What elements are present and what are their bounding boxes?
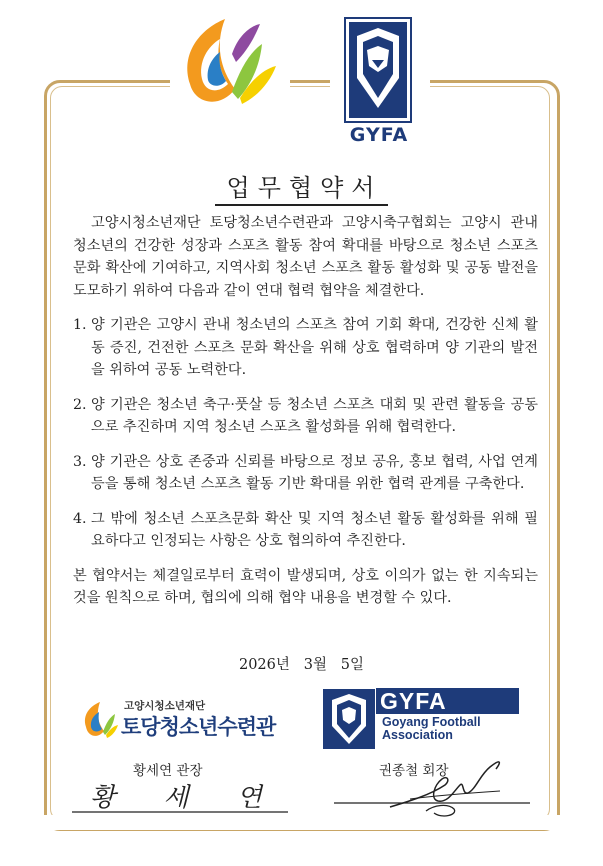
left-org-name: 토당청소년수련관 bbox=[121, 716, 276, 739]
clause-text: 그 밖에 청소년 스포츠문화 확산 및 지역 청소년 활동 활성화를 위해 필요하다고 인정되는 사항은 상호 협의하여 추진한다. bbox=[91, 510, 538, 549]
clause-number: 2. bbox=[73, 396, 87, 413]
left-signer-name: 황세연 관장 bbox=[133, 763, 203, 779]
agreement-date: 2026년 3월 5일 bbox=[238, 657, 365, 673]
right-signer-name: 권종철 회장 bbox=[379, 763, 449, 779]
document-title bbox=[0, 168, 603, 203]
clause-1 bbox=[73, 314, 538, 382]
youth-foundation-logo-icon bbox=[180, 14, 280, 124]
todang-logo-icon bbox=[82, 701, 118, 741]
left-org-subtitle: 고양시청소년재단 bbox=[124, 700, 206, 712]
clause-3 bbox=[73, 451, 538, 496]
clause-number: 4. bbox=[73, 510, 87, 527]
gyfa-badge-subtitle bbox=[382, 716, 517, 742]
gyfa-logo-text: GYFA bbox=[349, 124, 409, 146]
document-body bbox=[73, 212, 538, 610]
clause-number: 3. bbox=[73, 453, 87, 470]
clause-2 bbox=[73, 394, 538, 439]
document-title-text: 업무협약서 bbox=[215, 174, 389, 206]
clause-number: 1. bbox=[73, 317, 87, 333]
clause-text: 양 기관은 청소년 축구·풋살 등 청소년 스포츠 대회 및 관련 활동을 공동으로 추진하며 지역 청소년 스포츠 활성화를 위해 협력한다. bbox=[91, 396, 538, 435]
right-signature-icon bbox=[330, 755, 540, 823]
gyfa-badge-emblem-icon bbox=[322, 688, 376, 750]
clause-text: 양 기관은 상호 존중과 신뢰를 바탕으로 정보 공유, 홍보 협력, 사업 연계 등을 통해 청소년 스포츠 활동 기반 확대를 위한 협력 관계를 구축한다. bbox=[91, 453, 538, 492]
gyfa-badge-title: GYFA bbox=[380, 688, 447, 714]
gyfa-badge-sub-line2: Association bbox=[382, 728, 453, 742]
left-signature-icon bbox=[70, 778, 290, 814]
svg-text:황 세 연: 황 세 연 bbox=[90, 783, 282, 813]
closing-paragraph: 본 협약서는 체결일로부터 효력이 발생되며, 상호 이의가 없는 한 지속되는 것을 원칙으로 하며, 협의에 의해 협약 내용을 변경할 수 있다. bbox=[73, 567, 538, 606]
clause-text: 양 기관은 고양시 관내 청소년의 스포츠 참여 기회 확대, 건강한 신체 활동 증진, 건전한 스포츠 문화 확산을 위해 상호 협력하며 양 기관의 발전을 위하여 공동 노력한다. bbox=[91, 317, 538, 378]
clause-4 bbox=[73, 508, 538, 553]
gyfa-badge-sub-line1: Goyang Football bbox=[382, 715, 481, 729]
intro-paragraph: 고양시청소년재단 토당청소년수련관과 고양시축구협회는 고양시 관내 청소년의 건강한 성장과 스포츠 활동 참여 확대를 바탕으로 청소년 스포츠문화 확산에 기여하고, 지역사회 청소년 스포츠 활동 활성화 및 공동 발전을 도모하기 위하여 다음과 같이 연대 협력 협약을 체결한다. bbox=[73, 215, 538, 299]
